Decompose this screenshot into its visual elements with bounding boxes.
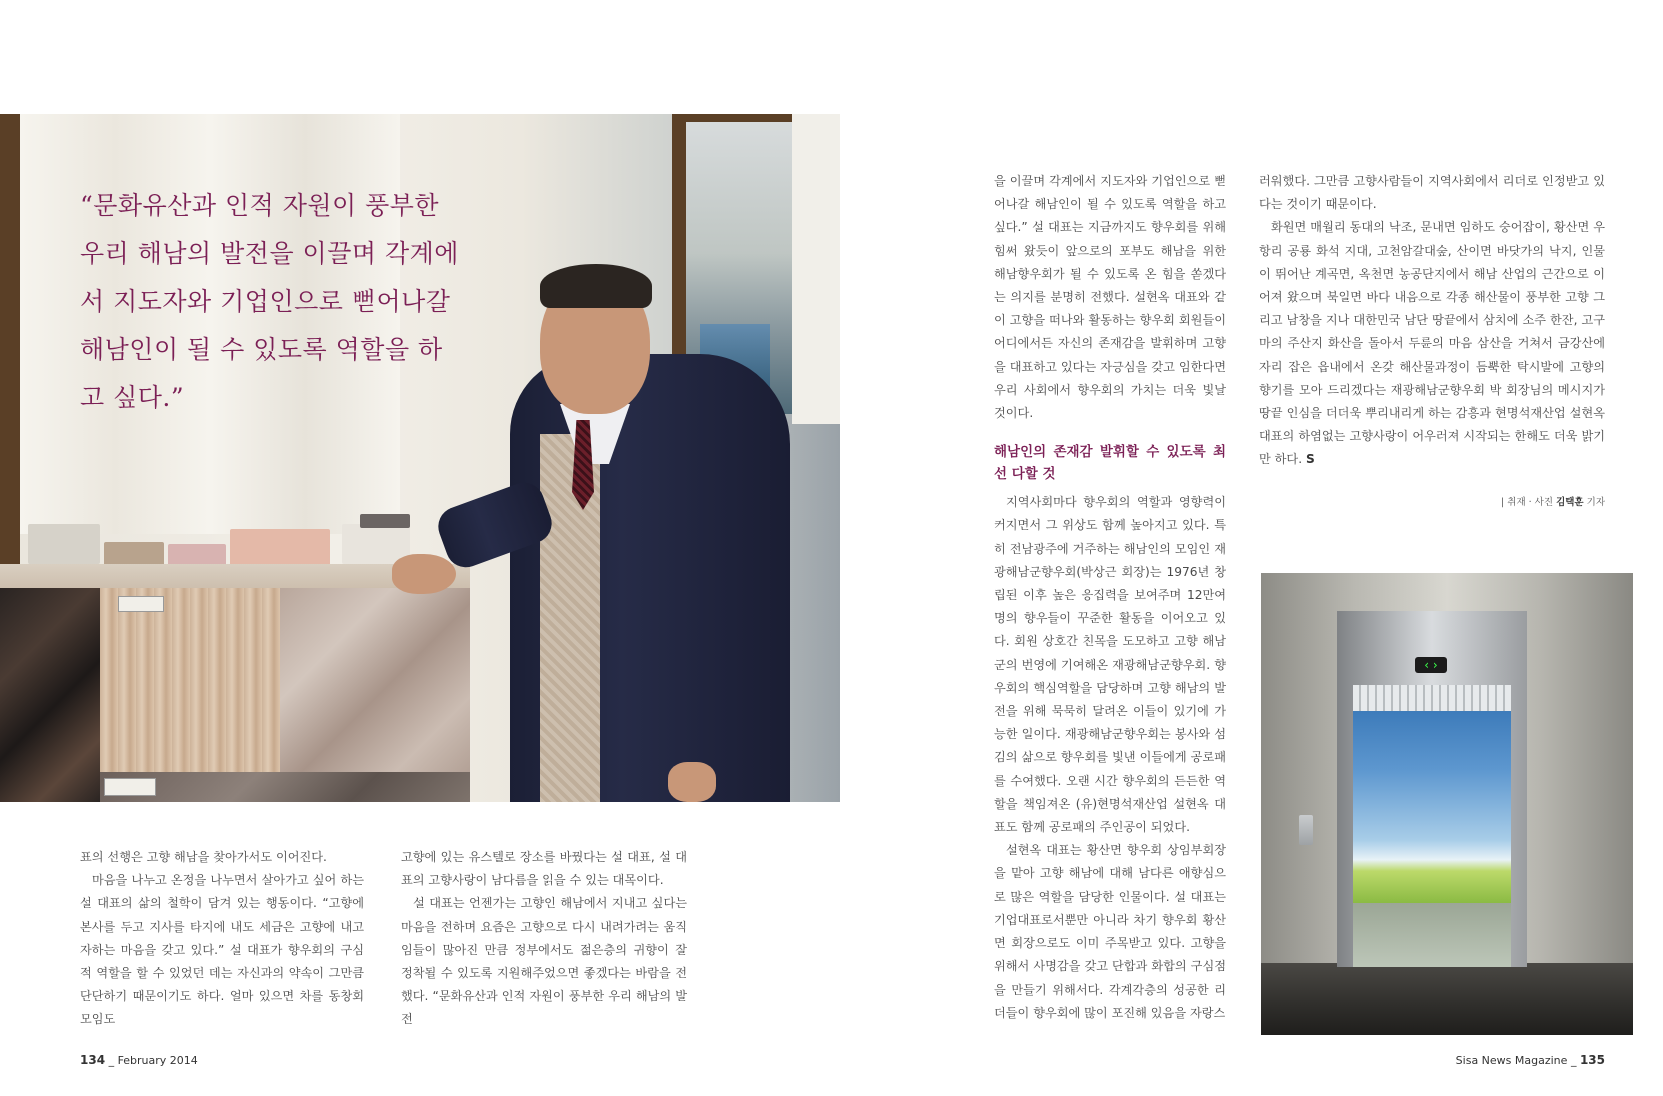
elevator-floor bbox=[1261, 963, 1633, 1035]
paragraph: 설 대표는 언젠가는 고향인 해남에서 지내고 싶다는 마음을 전하며 요즘은 고향으로 다시 내려가려는 움직임들이 많아진 만큼 정부에서도 젊은층의 귀향이 잘 정착될 수 있도록 지원해주었으면 좋겠다는 바람을 전했다. “문화유산과 인적 자원이 풍부한 우리 해남의 발전 bbox=[401, 896, 687, 1027]
paragraph-text: 화원면 매월리 동대의 낙조, 문내면 임하도 숭어잡이, 황산면 우항리 공룡 화석 지대, 고천암갈대숲, 산이면 바닷가의 낙지, 인물이 뛰어난 계곡면, 옥천면 농공단지에서 해남 산업의 근간으로 이어져 왔으며 북일면 바다 내음으로 각종 해산물이 풍부한 고향 그리고 남창을 지나 대한민국 남단 땅끝에서 삼치에 소주 한잔, 고구마의 주산지 화산을 돌아서 두륜의 마음 삼산을 거쳐서 금강산에 자리 잡은 읍내에서 온갖 해산물과정이 듬뿍한 탁시발에 고향의 향기를 모아 드리겠다는 재광해남군향우회 박 회장님의 메시지가 땅끝 인심을 더더욱 뿌리내리게 하는 감흥과 현명석재산업 설현옥 대표의 하염없는 고향사랑이 어우러져 시작되는 한해도 더욱 밝기만 하다. bbox=[1259, 220, 1605, 467]
stone-sample bbox=[230, 529, 330, 569]
elevator-call-button-icon bbox=[1299, 815, 1313, 845]
wall-edge bbox=[792, 114, 840, 424]
page-number-right bbox=[1420, 1053, 1605, 1067]
marble-slab bbox=[280, 588, 470, 772]
end-mark-icon: S bbox=[1305, 452, 1315, 467]
stone-sample bbox=[28, 524, 100, 564]
text-column-3 bbox=[994, 170, 1226, 1025]
paragraph: 표의 선행은 고향 해남을 찾아가서도 이어진다. bbox=[80, 850, 327, 864]
paragraph: 러워했다. 그만큼 고향사람들이 지역사회에서 리더로 인정받고 있다는 것이기 때문이다. bbox=[1259, 174, 1605, 212]
paragraph: 마음을 나누고 온정을 나누면서 살아가고 싶어 하는 설 대표의 삶의 철학이 담겨 있는 행동이다. “고향에 본사를 두고 지사를 타지에 내도 세금은 고향에 내고자하는 마음을 갖고 있다.” 설 대표가 향우회의 구심적 역할을 할 수 있었던 데는 자신과의 약속이 그만큼 단단하기 때문이기도 하다. 얼마 있으면 차를 동창회 모임도 bbox=[80, 873, 364, 1027]
paragraph: 고향에 있는 유스텔로 장소를 바꿨다는 설 대표, 설 대표의 고향사랑이 남다름을 읽을 수 있는 대목이다. bbox=[401, 850, 687, 888]
elevator-indicator-icon: ‹ › bbox=[1415, 657, 1447, 673]
text-column-1 bbox=[80, 846, 364, 1032]
paragraph: 을 이끌며 각계에서 지도자와 기업인으로 뻗어나갈 해남인이 될 수 있도록 역할을 하고 싶다.” 설 대표는 지금까지도 향우회를 위해 힘써 왔듯이 앞으로의 포부도 해남을 위한 해남향우회가 될 수 있도록 온 힘을 쏟겠다는 의지를 분명히 전했다. 설현옥 대표와 같이 고향을 떠나와 활동하는 향우회 회원들이 어디에서든 자신의 존재감을 발휘하며 고향을 대표하고 있다는 자긍심을 갖고 임한다면 우리 사회에서 향우회의 가치는 더욱 빛날 것이다. bbox=[994, 174, 1226, 421]
text-column-2 bbox=[401, 846, 687, 1032]
man-hand-right bbox=[668, 762, 716, 802]
marble-slab bbox=[0, 588, 100, 802]
elevator-photo bbox=[1261, 573, 1633, 1035]
byline-name: 김택훈 bbox=[1556, 497, 1584, 508]
marble-slab bbox=[100, 588, 280, 772]
man-hair bbox=[540, 264, 652, 308]
price-tag bbox=[104, 778, 156, 796]
page-number-left bbox=[80, 1053, 198, 1067]
issue-date: February 2014 bbox=[117, 1054, 198, 1067]
paragraph bbox=[1259, 216, 1605, 471]
elevator-ceiling bbox=[1353, 685, 1511, 711]
byline-prefix: | 취재 · 사진 bbox=[1501, 497, 1554, 508]
page-number: 134 bbox=[80, 1053, 106, 1067]
magazine-title: Sisa News Magazine bbox=[1455, 1054, 1568, 1067]
folio-separator: _ bbox=[108, 1054, 115, 1067]
price-tag bbox=[118, 596, 164, 612]
text-column-4 bbox=[1259, 170, 1605, 472]
paragraph: 지역사회마다 향우회의 역할과 영향력이 커지면서 그 위상도 함께 높아지고 있다. 특히 전남광주에 거주하는 해남인의 모임인 재광해남군향우회(박상근 회장)는 1976년 창립된 이후 높은 응집력을 보여주며 12만여 명의 향우들이 꾸준한 활동을 이어오고 있다. 회원 상호간 친목을 도모하고 고향 해남군의 번영에 기여해온 재광해남군향우회. 향우회의 핵심역할을 담당하며 고향 해남의 발전을 위해 묵묵히 달려온 이들이 있기에 가능한 일이다. 재광해남군향우회는 봉사와 섬김의 삶으로 향우회를 빛낸 이들에게 공로패를 수여했다. 오랜 시간 향우회의 든든한 역할을 책임져온 (유)현명석재산업 설현옥 대표도 함께 공로패의 주인공이 되었다. bbox=[994, 495, 1226, 835]
folio-separator: _ bbox=[1570, 1054, 1577, 1067]
paragraph: 설현옥 대표는 황산면 향우회 상임부회장을 맡아 고향 해남에 대해 남다른 애향심으로 많은 역할을 담당한 인물이다. 설 대표는 기업대표로서뿐만 아니라 차기 향우회 황산면 회장으로도 이미 주목받고 있다. 고향을 위해서 사명감을 갖고 단합과 화합의 구심점을 만들기 위해서다. 각계각층의 성공한 리더들이 향우회에 많이 포진해 있음을 자랑스 bbox=[994, 843, 1226, 1020]
byline bbox=[1400, 494, 1605, 508]
pull-quote: “문화유산과 인적 자원이 풍부한 우리 해남의 발전을 이끌며 각계에서 지도자와 기업인으로 뻗어나갈 해남인이 될 수 있도록 역할을 하고 싶다.” bbox=[80, 191, 459, 412]
stone-sample bbox=[360, 514, 410, 528]
page-number: 135 bbox=[1579, 1053, 1605, 1067]
byline-suffix: 기자 bbox=[1586, 497, 1605, 508]
elevator-car-floor bbox=[1353, 903, 1511, 967]
stone-sample bbox=[104, 542, 164, 566]
section-subhead: 해남인의 존재감 발휘할 수 있도록 최선 다할 것 bbox=[994, 444, 1226, 483]
man-hand bbox=[392, 554, 456, 594]
left-frame bbox=[0, 114, 20, 634]
